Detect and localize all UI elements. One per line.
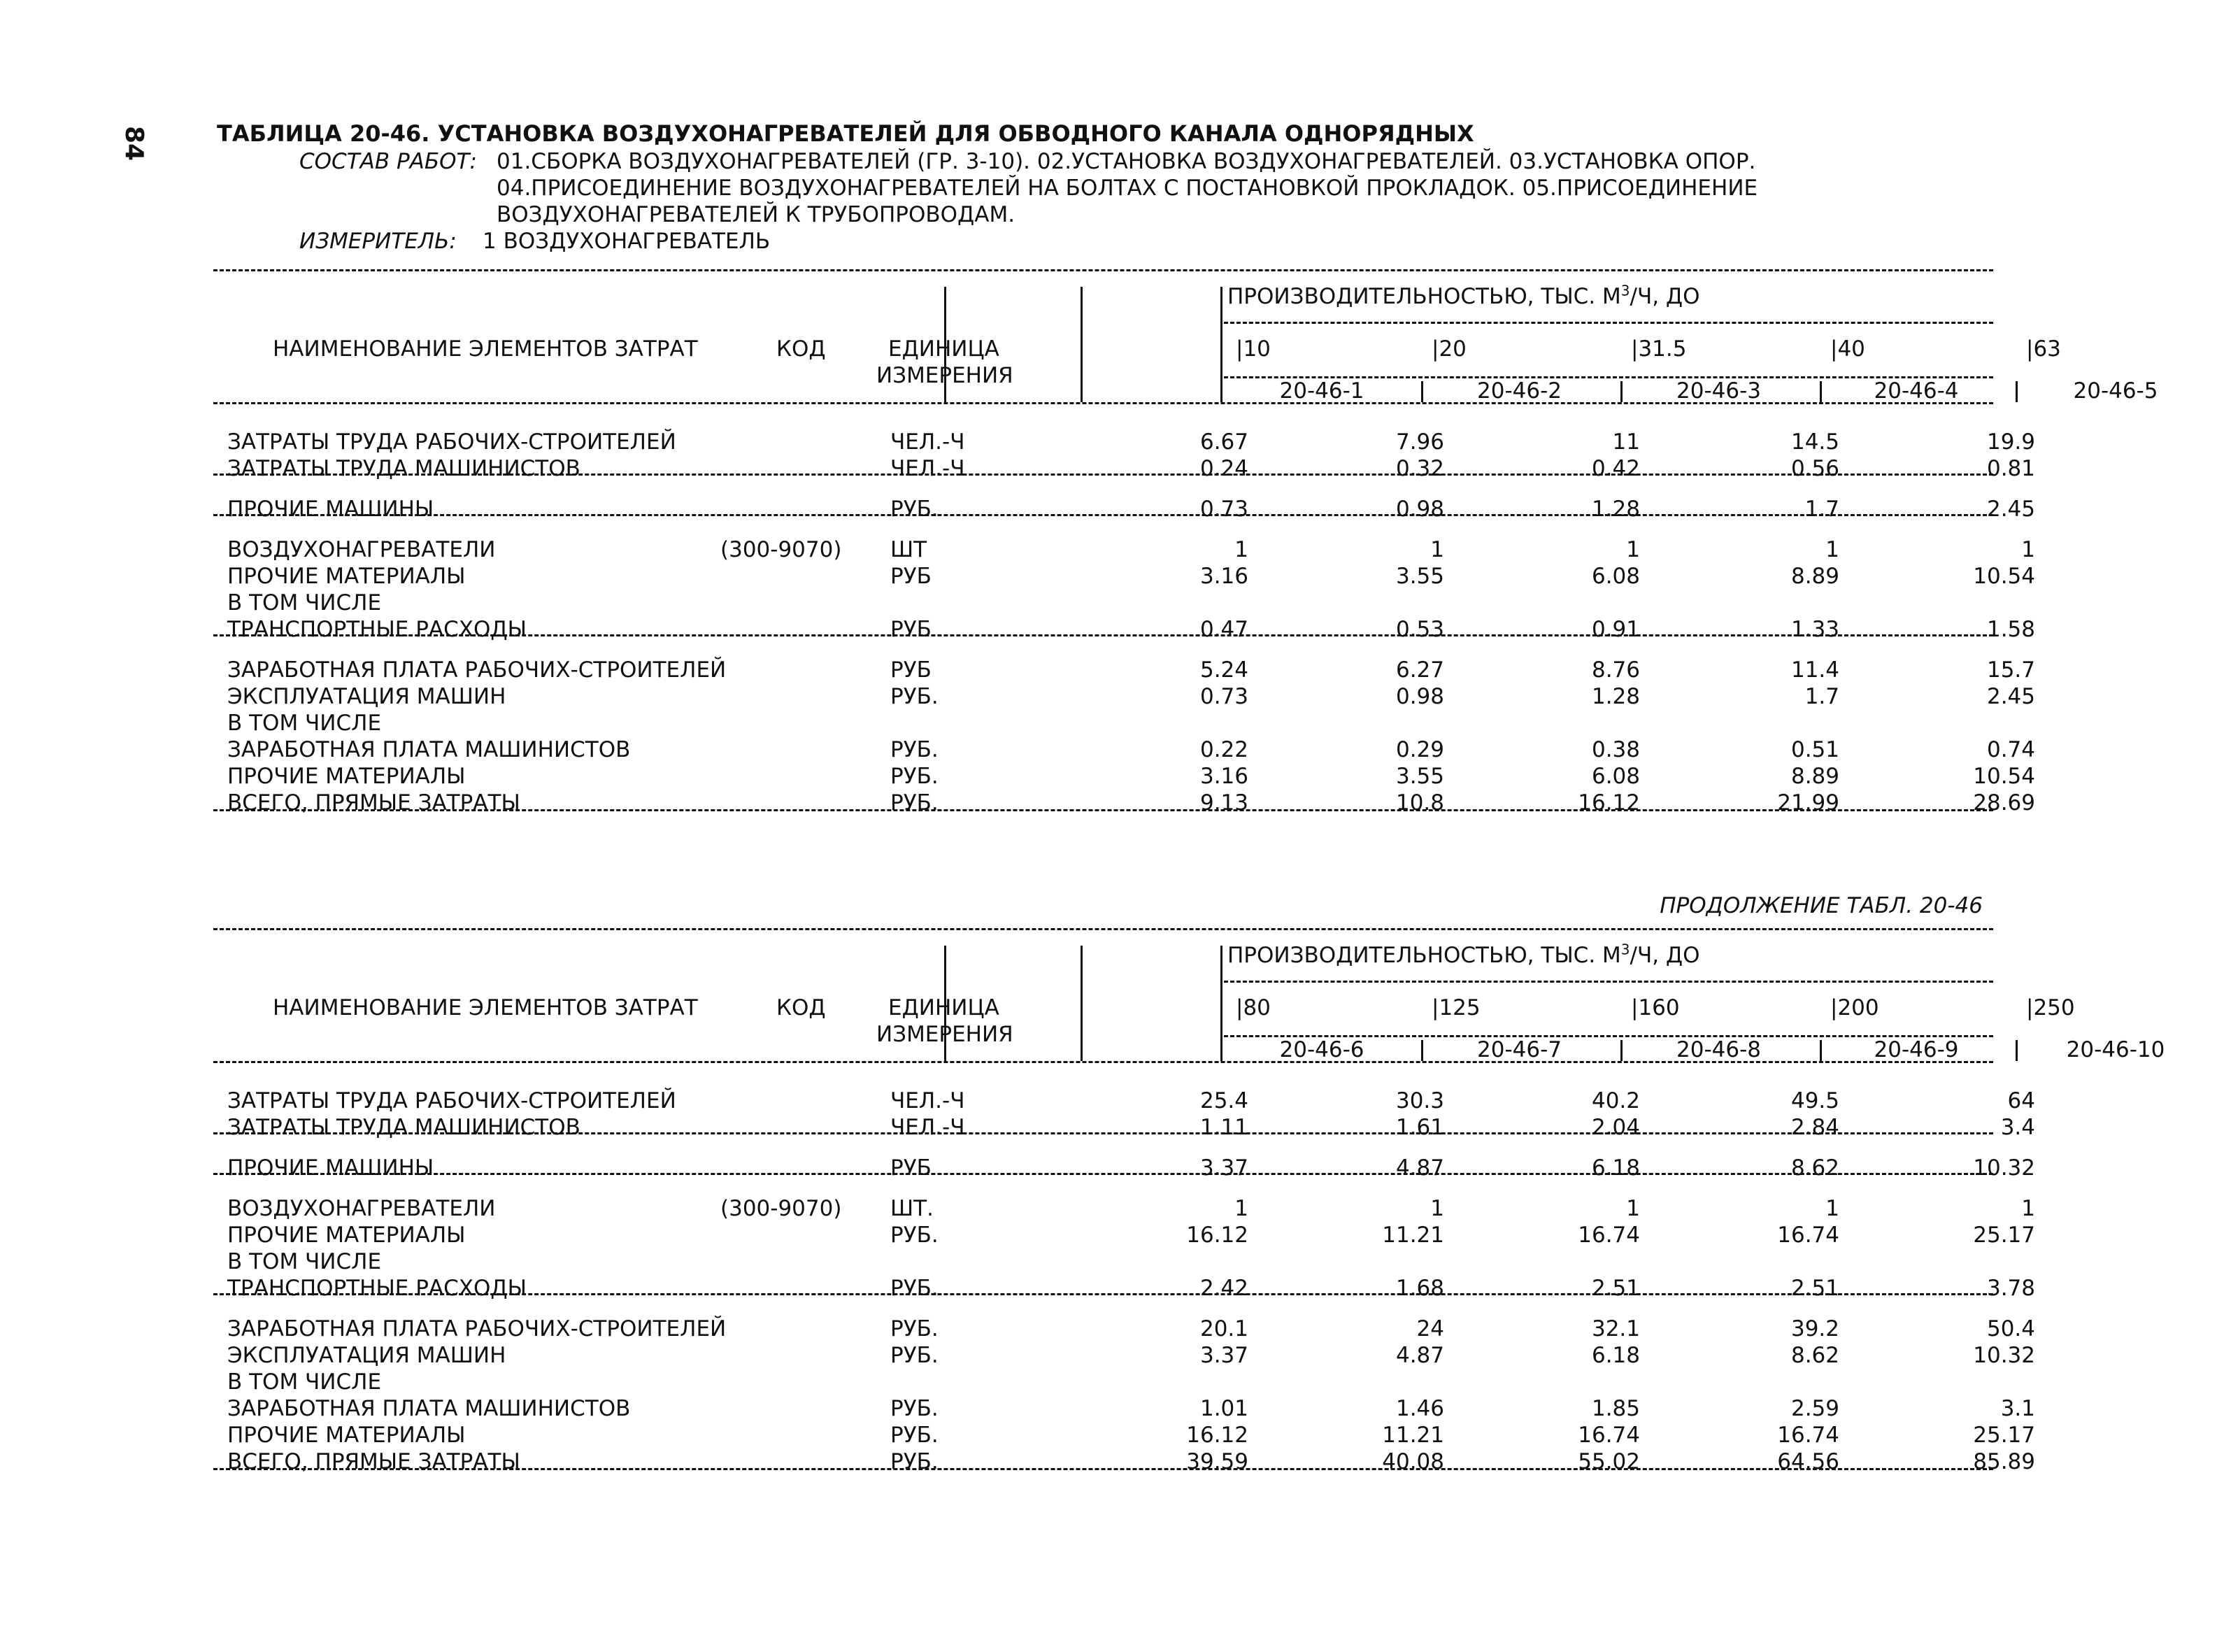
row-value: 2.59 — [1790, 1396, 1839, 1421]
row-value: 1.28 — [1591, 497, 1640, 522]
row-value: 0.51 — [1790, 737, 1839, 762]
column-header-code: КОД — [776, 995, 826, 1020]
row-unit: РУБ — [890, 617, 932, 642]
capacity-value: |250 — [2026, 995, 2075, 1020]
row-value: 1.46 — [1395, 1396, 1444, 1421]
row-value: 3.4 — [2000, 1115, 2035, 1140]
row-name: ВСЕГО, ПРЯМЫЕ ЗАТРАТЫ — [227, 1449, 520, 1474]
row-value: 11 — [1612, 429, 1640, 455]
row-value: 2.45 — [1986, 497, 2035, 522]
column-code: 20-46-10 — [2066, 1037, 2165, 1062]
table-row — [213, 496, 2035, 522]
row-value: 8.89 — [1790, 564, 1839, 589]
row-value: 49.5 — [1790, 1088, 1839, 1113]
row-value: 40.2 — [1591, 1088, 1640, 1113]
divider-line — [1081, 287, 1083, 402]
row-value: 3.37 — [1199, 1343, 1248, 1368]
column-header-unit: ЕДИНИЦА — [888, 995, 999, 1020]
table-row — [213, 429, 2035, 455]
row-value: 3.16 — [1199, 764, 1248, 789]
row-value: 6.08 — [1591, 564, 1640, 589]
row-value: 19.9 — [1986, 429, 2035, 455]
row-name: ПРОЧИЕ МАТЕРИАЛЫ — [227, 1223, 466, 1248]
capacity-value: |200 — [1830, 995, 1879, 1020]
row-value: 1.28 — [1591, 684, 1640, 709]
row-value: 10.32 — [1973, 1343, 2035, 1368]
row-value: 1 — [1825, 1196, 1839, 1221]
row-value: 8.62 — [1790, 1155, 1839, 1181]
table-row — [213, 1395, 2035, 1422]
row-value: 0.73 — [1199, 684, 1248, 709]
row-value: 5.24 — [1199, 657, 1248, 683]
row-unit: ЧЕЛ.-Ч — [890, 456, 965, 481]
column-header-unit: ИЗМЕРЕНИЯ — [876, 363, 1013, 388]
divider-line — [1421, 381, 1423, 402]
divider-line — [213, 269, 1993, 271]
capacity-value: |80 — [1236, 995, 1271, 1020]
table-row — [213, 1248, 1993, 1275]
row-unit: РУБ. — [890, 1423, 939, 1448]
row-unit: РУБ — [890, 657, 932, 683]
row-unit: ЧЕЛ.-Ч — [890, 1088, 965, 1113]
row-value: 16.74 — [1777, 1423, 1839, 1448]
row-value: 9.13 — [1199, 790, 1248, 816]
row-value: 4.87 — [1395, 1155, 1444, 1181]
table-row — [213, 683, 2035, 710]
row-unit: ШТ. — [890, 1196, 934, 1221]
table-row — [213, 1195, 2035, 1222]
row-value: 39.2 — [1790, 1316, 1839, 1341]
row-value: 15.7 — [1986, 657, 2035, 683]
row-value: 6.08 — [1591, 764, 1640, 789]
row-value: 3.1 — [2000, 1396, 2035, 1421]
table-row — [213, 1088, 2035, 1114]
divider-line — [2016, 381, 2018, 402]
divider-line — [213, 928, 1993, 930]
row-unit: РУБ. — [890, 497, 939, 522]
table-title: ТАБЛИЦА 20-46. УСТАНОВКА ВОЗДУХОНАГРЕВАТЕЛЕЙ ДЛЯ ОБВОДНОГО КАНАЛА ОДНОРЯДНЫХ — [217, 120, 1474, 147]
row-value: 85.89 — [1973, 1449, 2035, 1474]
row-value: 25.17 — [1973, 1223, 2035, 1248]
row-name: ЗАРАБОТНАЯ ПЛАТА РАБОЧИХ-СТРОИТЕЛЕЙ — [227, 1316, 727, 1341]
measure-unit-value: 1 ВОЗДУХОНАГРЕВАТЕЛЬ — [483, 229, 771, 254]
column-code: 20-46-7 — [1477, 1037, 1562, 1062]
column-code: 20-46-4 — [1874, 378, 1959, 404]
divider-line — [1220, 287, 1222, 402]
divider-line — [213, 514, 1993, 516]
row-unit: ЧЕЛ.-Ч — [890, 429, 965, 455]
row-value: 1 — [1626, 1196, 1640, 1221]
capacity-value: |20 — [1432, 336, 1467, 362]
row-code: (300-9070) — [720, 537, 842, 562]
row-value: 2.84 — [1790, 1115, 1839, 1140]
divider-line — [1224, 981, 1993, 983]
row-value: 64.56 — [1777, 1449, 1839, 1474]
divider-line — [1820, 381, 1822, 402]
row-unit: РУБ. — [890, 737, 939, 762]
column-code: 20-46-2 — [1477, 378, 1562, 404]
row-value: 1.68 — [1395, 1276, 1444, 1301]
row-value: 20.1 — [1199, 1316, 1248, 1341]
row-value: 6.18 — [1591, 1343, 1640, 1368]
row-value: 1 — [1430, 1196, 1444, 1221]
table-row — [213, 616, 2035, 643]
column-code: 20-46-3 — [1676, 378, 1761, 404]
row-name: ЗАТРАТЫ ТРУДА МАШИНИСТОВ — [227, 456, 580, 481]
capacity-value: |40 — [1830, 336, 1865, 362]
row-value: 25.17 — [1973, 1423, 2035, 1448]
row-value: 1 — [1234, 537, 1248, 562]
capacity-header-text: /Ч, ДО — [1630, 284, 1700, 309]
row-value: 30.3 — [1395, 1088, 1444, 1113]
divider-line — [1421, 1040, 1423, 1061]
row-value: 6.67 — [1199, 429, 1248, 455]
row-value: 0.81 — [1986, 456, 2035, 481]
row-value: 16.12 — [1578, 790, 1640, 816]
column-header-unit: ИЗМЕРЕНИЯ — [876, 1022, 1013, 1047]
row-value: 39.59 — [1186, 1449, 1248, 1474]
row-value: 16.74 — [1578, 1423, 1640, 1448]
row-value: 1.01 — [1199, 1396, 1248, 1421]
capacity-value: |63 — [2026, 336, 2061, 362]
row-value: 0.29 — [1395, 737, 1444, 762]
capacity-value: |31.5 — [1631, 336, 1687, 362]
row-value: 10.54 — [1973, 764, 2035, 789]
divider-line — [213, 1061, 1993, 1063]
row-value: 28.69 — [1973, 790, 2035, 816]
table-row — [213, 710, 1993, 736]
column-code: 20-46-8 — [1676, 1037, 1761, 1062]
capacity-header-text: /Ч, ДО — [1630, 943, 1700, 968]
column-header-name: НАИМЕНОВАНИЕ ЭЛЕМЕНТОВ ЗАТРАТ — [273, 995, 698, 1020]
table-row — [213, 536, 2035, 563]
row-value: 0.42 — [1591, 456, 1640, 481]
row-unit: РУБ. — [890, 1316, 939, 1341]
work-composition-label: СОСТАВ РАБОТ: — [299, 149, 477, 174]
row-name: ВОЗДУХОНАГРЕВАТЕЛИ — [227, 537, 496, 562]
row-value: 10.54 — [1973, 564, 2035, 589]
row-name: В ТОМ ЧИСЛЕ — [227, 711, 382, 736]
divider-line — [213, 402, 1993, 404]
row-value: 1.11 — [1199, 1115, 1248, 1140]
row-name: ПРОЧИЕ МАШИНЫ — [227, 497, 434, 522]
row-name: ТРАНСПОРТНЫЕ РАСХОДЫ — [227, 1276, 527, 1301]
capacity-value: |125 — [1432, 995, 1481, 1020]
row-value: 2.51 — [1591, 1276, 1640, 1301]
row-unit: РУБ. — [890, 1343, 939, 1368]
row-name: ПРОЧИЕ МАШИНЫ — [227, 1155, 434, 1181]
divider-line — [213, 809, 1993, 811]
row-value: 11.21 — [1382, 1423, 1444, 1448]
table-row — [213, 563, 2035, 590]
row-value: 24 — [1416, 1316, 1444, 1341]
row-value: 1 — [1825, 537, 1839, 562]
row-value: 0.73 — [1199, 497, 1248, 522]
row-value: 32.1 — [1591, 1316, 1640, 1341]
row-unit: ШТ — [890, 537, 927, 562]
row-value: 25.4 — [1199, 1088, 1248, 1113]
column-header-unit: ЕДИНИЦА — [888, 336, 999, 362]
table-row — [213, 1369, 1993, 1395]
row-value: 1.58 — [1986, 617, 2035, 642]
row-value: 1.7 — [1804, 497, 1839, 522]
row-unit: РУБ. — [890, 1223, 939, 1248]
row-value: 2.04 — [1591, 1115, 1640, 1140]
row-unit: РУБ. — [890, 1276, 939, 1301]
table-row — [213, 455, 2035, 482]
row-value: 0.22 — [1199, 737, 1248, 762]
row-unit: РУБ. — [890, 1396, 939, 1421]
row-value: 0.24 — [1199, 456, 1248, 481]
column-code: 20-46-5 — [2073, 378, 2158, 404]
capacity-header — [1227, 942, 1700, 969]
row-value: 1 — [1430, 537, 1444, 562]
row-value: 50.4 — [1986, 1316, 2035, 1341]
row-value: 8.76 — [1591, 657, 1640, 683]
row-value: 16.74 — [1777, 1223, 1839, 1248]
row-name: ЗАРАБОТНАЯ ПЛАТА РАБОЧИХ-СТРОИТЕЛЕЙ — [227, 657, 727, 683]
row-value: 2.45 — [1986, 684, 2035, 709]
row-unit: РУБ. — [890, 790, 939, 816]
row-value: 8.62 — [1790, 1343, 1839, 1368]
row-value: 16.74 — [1578, 1223, 1640, 1248]
row-unit: РУБ. — [890, 684, 939, 709]
table-row — [213, 790, 2035, 816]
row-value: 3.16 — [1199, 564, 1248, 589]
table-row — [213, 1275, 2035, 1302]
divider-line — [1820, 1040, 1822, 1061]
column-header-code: КОД — [776, 336, 826, 362]
row-unit: РУБ. — [890, 764, 939, 789]
row-value: 4.87 — [1395, 1343, 1444, 1368]
capacity-value: |160 — [1631, 995, 1680, 1020]
divider-line — [1220, 946, 1222, 1061]
row-value: 1 — [2021, 1196, 2035, 1221]
table-row — [213, 1114, 2035, 1141]
row-value: 16.12 — [1186, 1423, 1248, 1448]
row-value: 0.56 — [1790, 456, 1839, 481]
table-row — [213, 657, 2035, 683]
row-name: В ТОМ ЧИСЛЕ — [227, 1249, 382, 1274]
row-name: ТРАНСПОРТНЫЕ РАСХОДЫ — [227, 617, 527, 642]
row-value: 11.21 — [1382, 1223, 1444, 1248]
capacity-header-superscript: 3 — [1620, 282, 1630, 299]
row-value: 2.42 — [1199, 1276, 1248, 1301]
table-row — [213, 1316, 2035, 1342]
table-row — [213, 1155, 2035, 1181]
measure-unit-label: ИЗМЕРИТЕЛЬ: — [299, 229, 457, 254]
row-name: ЗАТРАТЫ ТРУДА РАБОЧИХ-СТРОИТЕЛЕЙ — [227, 1088, 676, 1113]
work-composition-line: ВОЗДУХОНАГРЕВАТЕЛЕЙ К ТРУБОПРОВОДАМ. — [497, 202, 1015, 227]
capacity-header — [1227, 283, 1700, 310]
table-row — [213, 763, 2035, 790]
row-unit: РУБ. — [890, 1449, 939, 1474]
table-row — [213, 736, 2035, 763]
capacity-header-text: ПРОИЗВОДИТЕЛЬНОСТЬЮ, ТЫС. М — [1227, 943, 1621, 968]
row-name: ЗАТРАТЫ ТРУДА МАШИНИСТОВ — [227, 1115, 580, 1140]
row-name: ЗАРАБОТНАЯ ПЛАТА МАШИНИСТОВ — [227, 737, 631, 762]
row-value: 10.32 — [1973, 1155, 2035, 1181]
row-name: В ТОМ ЧИСЛЕ — [227, 1369, 382, 1395]
table-row — [213, 1422, 2035, 1448]
divider-line — [213, 1468, 1993, 1470]
row-value: 1 — [1234, 1196, 1248, 1221]
row-value: 21.99 — [1777, 790, 1839, 816]
divider-line — [213, 1293, 1993, 1295]
row-value: 1 — [2021, 537, 2035, 562]
column-code: 20-46-9 — [1874, 1037, 1959, 1062]
row-value: 3.37 — [1199, 1155, 1248, 1181]
row-value: 0.53 — [1395, 617, 1444, 642]
row-value: 6.18 — [1591, 1155, 1640, 1181]
divider-line — [1224, 322, 1993, 324]
row-value: 14.5 — [1790, 429, 1839, 455]
capacity-value: |10 — [1236, 336, 1271, 362]
row-value: 1.61 — [1395, 1115, 1444, 1140]
row-name: В ТОМ ЧИСЛЕ — [227, 590, 382, 615]
row-value: 0.47 — [1199, 617, 1248, 642]
row-value: 1.7 — [1804, 684, 1839, 709]
divider-line — [1620, 1040, 1623, 1061]
row-value: 3.78 — [1986, 1276, 2035, 1301]
row-value: 7.96 — [1395, 429, 1444, 455]
row-unit: РУБ — [890, 564, 932, 589]
capacity-header-superscript: 3 — [1620, 941, 1630, 958]
row-value: 0.91 — [1591, 617, 1640, 642]
row-code: (300-9070) — [720, 1196, 842, 1221]
table-continuation-label: ПРОДОЛЖЕНИЕ ТАБЛ. 20-46 — [1660, 893, 1983, 918]
row-value: 0.98 — [1395, 497, 1444, 522]
row-name: ЭКСПЛУАТАЦИЯ МАШИН — [227, 684, 506, 709]
row-name: ВОЗДУХОНАГРЕВАТЕЛИ — [227, 1196, 496, 1221]
row-value: 0.32 — [1395, 456, 1444, 481]
capacity-header-text: ПРОИЗВОДИТЕЛЬНОСТЬЮ, ТЫС. М — [1227, 284, 1621, 309]
divider-line — [2016, 1040, 2018, 1061]
row-value: 3.55 — [1395, 564, 1444, 589]
row-value: 40.08 — [1382, 1449, 1444, 1474]
work-composition-line: 04.ПРИСОЕДИНЕНИЕ ВОЗДУХОНАГРЕВАТЕЛЕЙ НА БОЛТАХ С ПОСТАНОВКОЙ ПРОКЛАДОК. 05.ПРИСОЕДИНЕНИЕ — [497, 176, 1758, 201]
row-value: 10.8 — [1395, 790, 1444, 816]
row-unit: ЧЕЛ.-Ч — [890, 1115, 965, 1140]
divider-line — [213, 634, 1993, 636]
row-name: ПРОЧИЕ МАТЕРИАЛЫ — [227, 564, 466, 589]
divider-line — [213, 1173, 1993, 1175]
row-value: 2.51 — [1790, 1276, 1839, 1301]
row-value: 55.02 — [1578, 1449, 1640, 1474]
row-value: 1.85 — [1591, 1396, 1640, 1421]
column-code: 20-46-6 — [1279, 1037, 1364, 1062]
column-code: 20-46-1 — [1279, 378, 1364, 404]
row-value: 3.55 — [1395, 764, 1444, 789]
row-value: 6.27 — [1395, 657, 1444, 683]
row-value: 16.12 — [1186, 1223, 1248, 1248]
table-row — [213, 590, 1993, 616]
divider-line — [1081, 946, 1083, 1061]
table-row — [213, 1222, 2035, 1248]
work-composition-line: 01.СБОРКА ВОЗДУХОНАГРЕВАТЕЛЕЙ (ГР. 3-10). 02.УСТАНОВКА ВОЗДУХОНАГРЕВАТЕЛЕЙ. 03.УСТАНОВКА ОПОР. — [497, 149, 1756, 174]
row-name: ЭКСПЛУАТАЦИЯ МАШИН — [227, 1343, 506, 1368]
row-value: 0.38 — [1591, 737, 1640, 762]
row-value: 0.74 — [1986, 737, 2035, 762]
row-unit: РУБ — [890, 1155, 932, 1181]
row-name: ЗАРАБОТНАЯ ПЛАТА МАШИНИСТОВ — [227, 1396, 631, 1421]
table-row — [213, 1342, 2035, 1369]
row-value: 1 — [1626, 537, 1640, 562]
row-value: 11.4 — [1790, 657, 1839, 683]
row-value: 8.89 — [1790, 764, 1839, 789]
page-number: 84 — [120, 126, 148, 162]
divider-line — [213, 1132, 1993, 1134]
row-name: ЗАТРАТЫ ТРУДА РАБОЧИХ-СТРОИТЕЛЕЙ — [227, 429, 676, 455]
column-header-name: НАИМЕНОВАНИЕ ЭЛЕМЕНТОВ ЗАТРАТ — [273, 336, 698, 362]
row-value: 1.33 — [1790, 617, 1839, 642]
row-name: ПРОЧИЕ МАТЕРИАЛЫ — [227, 764, 466, 789]
row-name: ВСЕГО, ПРЯМЫЕ ЗАТРАТЫ — [227, 790, 520, 816]
divider-line — [213, 473, 1993, 476]
row-value: 64 — [2007, 1088, 2035, 1113]
divider-line — [1620, 381, 1623, 402]
row-name: ПРОЧИЕ МАТЕРИАЛЫ — [227, 1423, 466, 1448]
row-value: 0.98 — [1395, 684, 1444, 709]
table-row — [213, 1448, 2035, 1475]
